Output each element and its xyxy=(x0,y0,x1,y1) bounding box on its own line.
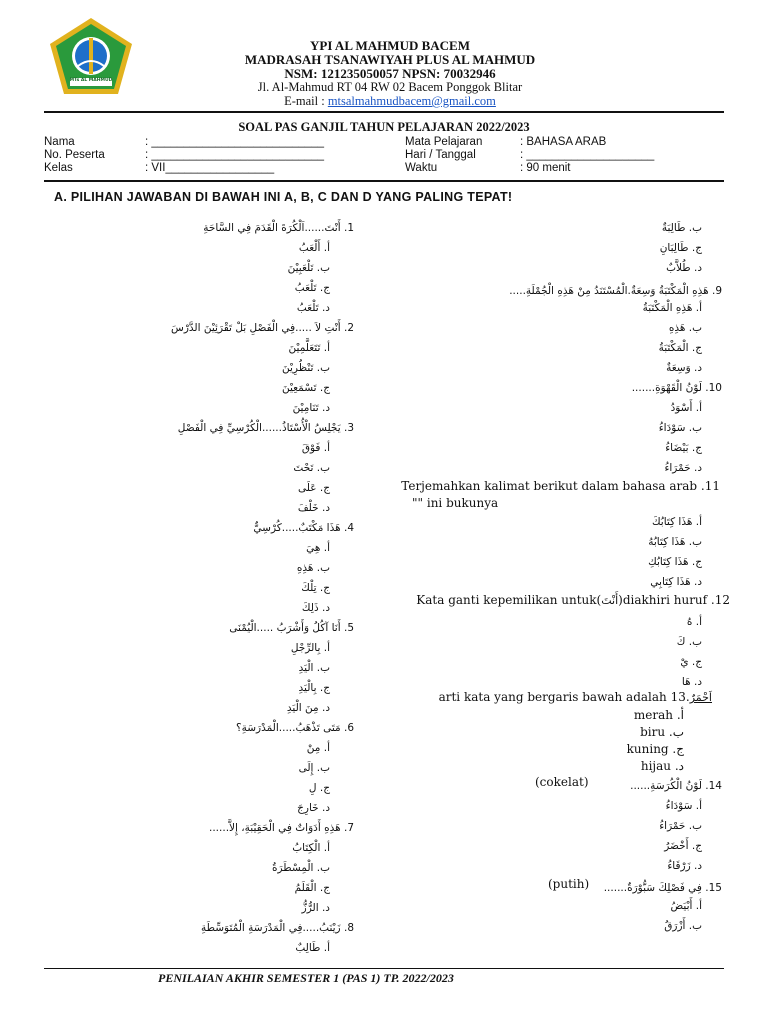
answer-option[interactable]: أ. هُ xyxy=(686,616,702,628)
question-stem: 8. زَيْنَبُ.....فِي الْمَدْرَسَةِ الْمُتَوَسِّطَةِ xyxy=(201,922,354,934)
answer-option[interactable]: ج. تِلْكَ xyxy=(301,582,330,594)
answer-option[interactable]: أ. تَتَعَلَّمِيْنَ xyxy=(288,342,330,354)
email-link[interactable]: mtsalmahmudbacem@gmail.com xyxy=(327,94,496,108)
q11-sentence: "" ini bukunya xyxy=(412,496,499,510)
footer-divider xyxy=(44,968,724,969)
q13-prompt: arti kata yang bergaris bawah adalah xyxy=(438,690,667,704)
q11-text: Terjemahkan kalimat berikut dalam bahasa arab .11 xyxy=(401,479,720,493)
answer-option[interactable]: أ. أَلْعَبُ xyxy=(298,242,330,254)
answer-option[interactable]: أ. هَذِهِ الْمَكْتَبَةُ xyxy=(642,302,702,314)
question-stem: 9. هَذِهِ الْمَكْتَبَةُ وَسِعَةٌ.الْمُسْتَنَدُ مِنْ هَذِهِ الْجُمْلَةِ..... xyxy=(509,285,722,297)
answer-option[interactable]: ج. بِالْيَدِ xyxy=(298,682,330,694)
header-school: MADRASAH TSANAWIYAH PLUS AL MAHMUD xyxy=(244,52,536,67)
q12-pronoun: أَنْتَ xyxy=(601,594,619,607)
answer-option[interactable]: ب. هَذِهِ xyxy=(668,322,702,334)
question-stem: 15. فِي فَصْلِكَ سَبُّوْرَةٌ....... xyxy=(603,882,722,894)
school-logo xyxy=(48,16,134,96)
q14-hint: (cokelat) xyxy=(535,775,589,789)
q13-word: اَحْمَرٌ xyxy=(689,691,712,704)
answer-option[interactable]: ج. تَلْعَبُ xyxy=(294,282,330,294)
answer-option[interactable]: د. تَلْعَبُ xyxy=(296,302,330,314)
answer-option[interactable]: د. خَارِجَ xyxy=(297,802,330,814)
answer-option[interactable]: د. هَذَا كِتَابِي xyxy=(650,576,702,588)
question-stem: 5. أَنَا آكُلُ وَأَشْرَبُ .....الْيُمْنَى xyxy=(229,622,354,634)
question-stem: 6. مَتَى تَذْهَبُ.....الْمَدْرَسَةِ؟ xyxy=(236,722,354,734)
label-nama: Nama xyxy=(44,136,75,148)
field-mapel: : BAHASA ARAB xyxy=(520,136,607,148)
q13-number: .13 xyxy=(670,690,690,704)
answer-option[interactable]: ب. أَزْرَقُ xyxy=(664,920,702,932)
q13-option-b[interactable]: biru .ب xyxy=(640,725,684,739)
q15-hint: (putih) xyxy=(548,877,590,891)
answer-option[interactable]: ب. كَ xyxy=(676,636,702,648)
answer-option[interactable]: أ. أَبْيَضُ xyxy=(670,900,702,912)
answer-option[interactable]: ج. تَسْمَعِيْنَ xyxy=(281,382,330,394)
answer-option[interactable]: د. طُلاَّبٌ xyxy=(666,262,702,274)
answer-option[interactable]: ج. الْقَلَمُ xyxy=(294,882,330,894)
q12-text xyxy=(416,593,730,607)
answer-option[interactable]: د. هَا xyxy=(681,676,702,688)
q13-text xyxy=(439,690,712,704)
label-waktu: Waktu xyxy=(405,162,438,174)
field-nama[interactable]: : ___________________________ xyxy=(145,136,325,148)
answer-option[interactable]: د. مِنَ الْيَدِ xyxy=(286,702,330,714)
q13-option-c[interactable]: kuning .ج xyxy=(626,742,684,756)
answer-option[interactable]: ب. سَوْدَاءُ xyxy=(658,422,702,434)
field-peserta[interactable]: : ___________________________ xyxy=(145,149,325,161)
answer-option[interactable]: أ. بِالرِّجْلِ xyxy=(290,642,330,654)
answer-option[interactable]: أ. أَسْوَدُ xyxy=(670,402,702,414)
answer-option[interactable]: ج. يْ xyxy=(680,656,702,668)
question-stem: 10. لَوْنُ الْقَهْوَةِ....... xyxy=(631,382,722,394)
answer-option[interactable]: أ. هِيَ xyxy=(306,542,330,554)
footer-text: PENILAIAN AKHIR SEMESTER 1 (PAS 1) TP. 2022/2023 xyxy=(158,971,454,985)
question-stem: 4. هَذَا مَكْتَبٌ.....كُرْسِيٌّ xyxy=(253,522,354,534)
field-waktu: : 90 menit xyxy=(520,162,571,174)
answer-option[interactable]: أ. هَذَا كِتَابُكَ xyxy=(651,516,702,528)
header-divider xyxy=(44,111,724,113)
answer-option[interactable]: ب. تَنْظُرِيْنَ xyxy=(282,362,330,374)
answer-option[interactable]: أ. الْكِتَابُ xyxy=(292,842,330,854)
answer-option[interactable]: ج. الْمَكْتَبَةُ xyxy=(658,342,702,354)
answer-option[interactable]: ج. لِ xyxy=(308,782,330,794)
answer-option[interactable]: ب. هَذَا كِتَابُهُ xyxy=(648,536,702,548)
question-stem: 7. هَذِهِ أَدَوَاتٌ فِي الْحَقِيْبَةِ، إِلاَّ...... xyxy=(209,822,354,834)
email-label: E-mail : xyxy=(284,94,328,108)
question-stem: 1. أَنْتَ......اَلْكُرَةَ الْقَدَمَ فِي السَّاحَةِ xyxy=(203,222,354,234)
answer-option[interactable]: د. تَنَامِيْنَ xyxy=(292,402,330,414)
answer-option[interactable]: أ. سَوْدَاءُ xyxy=(665,800,702,812)
section-a-heading: A. PILIHAN JAWABAN DI BAWAH INI A, B, C DAN D YANG PALING TEPAT! xyxy=(54,190,513,204)
answer-option[interactable]: ب. الْيَدِ xyxy=(298,662,330,674)
answer-option[interactable]: ج. عَلَى xyxy=(298,482,330,494)
answer-option[interactable]: د. وَسِعَةٌ xyxy=(666,362,702,374)
label-kelas: Kelas xyxy=(44,162,73,174)
answer-option[interactable]: د. حَمْرَاءُ xyxy=(664,462,702,474)
q12-text-a: Kata ganti kepemilikan untuk( xyxy=(416,593,602,607)
field-hari[interactable]: : ____________________ xyxy=(520,149,655,161)
field-kelas[interactable]: : VII_________________ xyxy=(145,162,275,174)
answer-option[interactable]: أ. فَوْقَ xyxy=(301,442,330,454)
exam-title: SOAL PAS GANJIL TAHUN PELAJARAN 2022/2023 xyxy=(238,120,530,134)
answer-option[interactable]: ب. إِلَى xyxy=(298,762,330,774)
answer-option[interactable]: أ. مِنْ xyxy=(306,742,330,754)
label-mapel: Mata Pelajaran xyxy=(405,136,483,148)
q12-text-b: )diakhiri huruf .12 xyxy=(618,593,730,607)
label-peserta: No. Peserta xyxy=(44,149,105,161)
answer-option[interactable]: ب. الْمِسْطَرَةُ xyxy=(271,862,330,874)
answer-option[interactable]: ج. بَيْضَاءُ xyxy=(665,442,702,454)
label-hari: Hari / Tanggal xyxy=(405,149,476,161)
logo-text: MTs AL MAHMUD xyxy=(69,78,113,83)
header-foundation: YPI AL MAHMUD BACEM xyxy=(310,38,470,53)
question-stem: 3. يَجْلِسُ الْأُسْتَاذُ......الْكُرْسِيِّ فِي الْفَصْلِ xyxy=(177,422,354,434)
answer-option[interactable]: ب. حَمْرَاءُ xyxy=(659,820,702,832)
answer-option[interactable]: ب. هَذِهِ xyxy=(296,562,330,574)
q13-option-d[interactable]: hijau .د xyxy=(640,759,684,773)
answer-option[interactable]: ب. طَالِبَةٌ xyxy=(661,222,702,234)
answer-option[interactable]: أ. طَالِبٌ xyxy=(295,942,330,954)
answer-option[interactable]: ب. تَلْعَبِيْنَ xyxy=(287,262,330,274)
header-email-line xyxy=(180,94,600,109)
question-stem: 14. لَوْنُ الْكُرَسَةِ...... xyxy=(630,780,722,792)
answer-option[interactable]: د. زَرْقَاءُ xyxy=(667,860,702,872)
header-nsm: NSM: 121235050057 NPSN: 70032946 xyxy=(284,66,496,81)
answer-option[interactable]: د. الرُّزُّ xyxy=(301,902,330,914)
q13-option-a[interactable]: merah .أ xyxy=(633,708,684,722)
answer-option[interactable]: ج. طَالِبَانِ xyxy=(659,242,702,254)
answer-option[interactable]: د. خَلْفَ xyxy=(297,502,330,514)
header-address: Jl. Al-Mahmud RT 04 RW 02 Bacem Ponggok Blitar xyxy=(257,80,523,94)
answer-option[interactable]: ج. أَخْضَرُ xyxy=(664,840,702,852)
answer-option[interactable]: ب. تَحْتَ xyxy=(293,462,330,474)
identity-divider xyxy=(44,180,724,182)
answer-option[interactable]: ج. هَذَا كِتَابُكِ xyxy=(648,556,702,568)
question-stem: 2. أَنْتِ لاَ .....فِي الْفَصْلِ بَلْ تَقْرَئِيْنَ الدَّرْسَ xyxy=(171,322,354,334)
answer-option[interactable]: د. ذَلِكَ xyxy=(301,602,330,614)
